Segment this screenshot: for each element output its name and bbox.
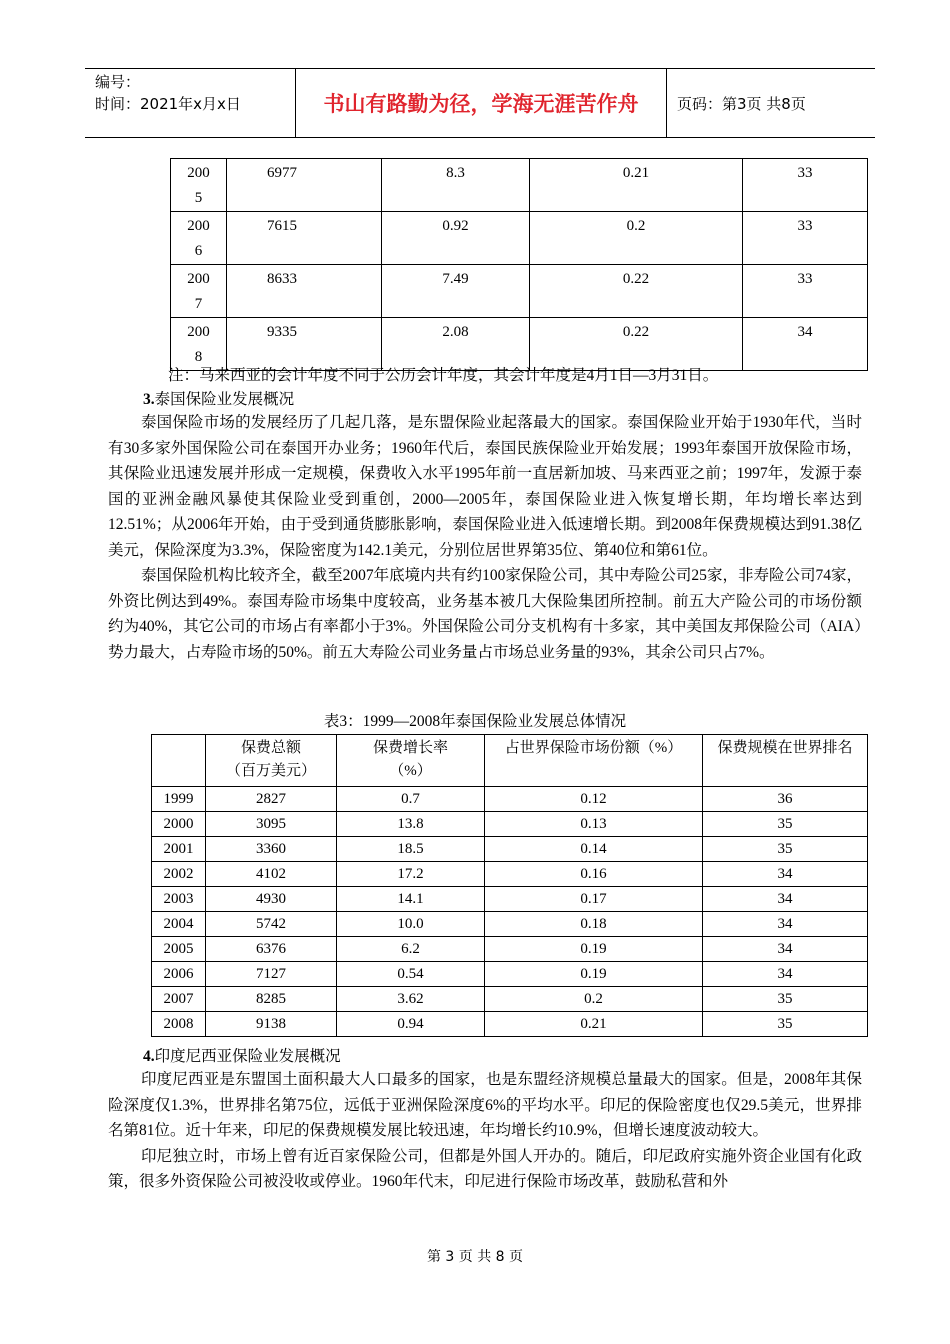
table-cell: 6376 bbox=[206, 937, 337, 962]
header-page-label: 页码：第3页 共8页 bbox=[677, 94, 806, 113]
table-cell: 2002 bbox=[152, 862, 206, 887]
table-cell: 9335 bbox=[227, 318, 382, 371]
table-header-cell: 保费增长率 （%） bbox=[337, 735, 485, 787]
page-header bbox=[85, 68, 875, 138]
table-malaysia-continued bbox=[170, 158, 868, 371]
table-cell: 6.2 bbox=[337, 937, 485, 962]
table-cell-year: 200 6 bbox=[171, 212, 227, 265]
table-cell: 2008 bbox=[152, 1012, 206, 1037]
table-cell: 6977 bbox=[227, 159, 382, 212]
table-cell: 35 bbox=[703, 812, 868, 837]
table-cell: 18.5 bbox=[337, 837, 485, 862]
table-cell: 14.1 bbox=[337, 887, 485, 912]
table-cell: 8285 bbox=[206, 987, 337, 1012]
table-cell: 34 bbox=[703, 887, 868, 912]
table-note: 注：马来西亚的会计年度不同于公历会计年度，其会计年度是4月1日—3月31日。 bbox=[168, 367, 719, 384]
table-thailand-insurance bbox=[151, 734, 868, 1037]
number-label: 编号： bbox=[95, 73, 141, 91]
table-row bbox=[171, 159, 868, 212]
table-cell-year: 200 5 bbox=[171, 159, 227, 212]
table-cell: 2827 bbox=[206, 787, 337, 812]
table-row bbox=[152, 912, 868, 937]
table-row bbox=[152, 937, 868, 962]
table-cell: 0.2 bbox=[530, 212, 743, 265]
table-cell: 7.49 bbox=[382, 265, 530, 318]
table-cell: 35 bbox=[703, 987, 868, 1012]
table-cell: 3095 bbox=[206, 812, 337, 837]
table-cell: 3.62 bbox=[337, 987, 485, 1012]
table-row bbox=[152, 862, 868, 887]
table-cell: 2003 bbox=[152, 887, 206, 912]
table-header-cell: 保费总额 （百万美元） bbox=[206, 735, 337, 787]
table-cell: 34 bbox=[743, 318, 868, 371]
table-cell-year: 200 7 bbox=[171, 265, 227, 318]
table-cell: 4102 bbox=[206, 862, 337, 887]
table-cell: 2004 bbox=[152, 912, 206, 937]
paragraph: 印度尼西亚是东盟国土面积最大人口最多的国家，也是东盟经济规模总量最大的国家。但是，2008年其保险深度仅1.3%，世界排名第75位，远低于亚洲保险深度6%的平均水平。印尼的保险密度也仅29.5美元，世界排名第81位。近十年来，印尼的保费规模发展比较迅速，年均增长约10.9%，但增长速度波动较大。 bbox=[108, 1071, 862, 1139]
table-cell: 2007 bbox=[152, 987, 206, 1012]
time-label: 时间：2021年x月x日 bbox=[95, 95, 241, 113]
table-row bbox=[171, 212, 868, 265]
table-cell: 0.13 bbox=[485, 812, 703, 837]
table-cell: 2000 bbox=[152, 812, 206, 837]
table-cell: 34 bbox=[703, 862, 868, 887]
table-caption: 表3：1999—2008年泰国保险业发展总体情况 bbox=[323, 713, 627, 730]
section-heading-thailand: 3.泰国保险业发展概况 bbox=[143, 391, 295, 408]
section-heading-indonesia: 4.印度尼西亚保险业发展概况 bbox=[143, 1048, 341, 1065]
table-cell: 0.19 bbox=[485, 962, 703, 987]
table-cell: 34 bbox=[703, 962, 868, 987]
table-cell: 13.8 bbox=[337, 812, 485, 837]
paragraph: 泰国保险市场的发展经历了几起几落，是东盟保险业起落最大的国家。泰国保险业开始于1930年代，当时有30多家外国保险公司在泰国开办业务；1960年代后，泰国民族保险业开始发展；1993年泰国开放保险市场，其保险业迅速发展并形成一定规模，保费收入水平1995年前一直居新加坡、马来西亚之前；1997年，发源于泰国的亚洲金融风暴使其保险业受到重创，2000—2005年，泰国保险业进入恢复增长期，年均增长率达到12.51%；从2006年开始，由于受到通货膨胀影响，泰国保险业进入低速增长期。到2008年保费规模达到91.38亿美元，保险深度为3.3%，保险密度为142.1美元，分别位居世界第35位、第40位和第61位。 bbox=[108, 414, 862, 559]
table-cell: 33 bbox=[743, 265, 868, 318]
paragraph: 印尼独立时，市场上曾有近百家保险公司，但都是外国人开办的。随后，印尼政府实施外资企业国有化政策，很多外资保险公司被没收或停业。1960年代末，印尼进行保险市场改革，鼓励私营和外 bbox=[108, 1147, 862, 1190]
table-cell: 35 bbox=[703, 1012, 868, 1037]
table-cell: 1999 bbox=[152, 787, 206, 812]
table-cell: 0.14 bbox=[485, 837, 703, 862]
table-cell: 0.92 bbox=[382, 212, 530, 265]
table-row bbox=[171, 265, 868, 318]
table-cell: 0.16 bbox=[485, 862, 703, 887]
header-motto: 书山有路勤为径，学海无涯苦作舟 bbox=[295, 69, 667, 137]
table-cell: 34 bbox=[703, 912, 868, 937]
table-header-cell: 占世界保险市场份额（%） bbox=[485, 735, 703, 787]
table-cell: 34 bbox=[703, 937, 868, 962]
table-cell: 33 bbox=[743, 159, 868, 212]
table-cell: 2001 bbox=[152, 837, 206, 862]
table-cell: 0.94 bbox=[337, 1012, 485, 1037]
table-cell: 4930 bbox=[206, 887, 337, 912]
table-cell: 8.3 bbox=[382, 159, 530, 212]
table-row bbox=[152, 787, 868, 812]
section-body-thailand bbox=[108, 410, 862, 665]
table-cell: 10.0 bbox=[337, 912, 485, 937]
table-row bbox=[152, 962, 868, 987]
table-cell: 33 bbox=[743, 212, 868, 265]
table-cell: 36 bbox=[703, 787, 868, 812]
table-cell: 0.7 bbox=[337, 787, 485, 812]
table-cell: 0.12 bbox=[485, 787, 703, 812]
table-cell: 9138 bbox=[206, 1012, 337, 1037]
table-cell: 2.08 bbox=[382, 318, 530, 371]
table-cell: 0.21 bbox=[485, 1012, 703, 1037]
table-cell: 0.2 bbox=[485, 987, 703, 1012]
table-header-cell: 保费规模在世界排名 bbox=[703, 735, 868, 787]
table-cell: 7127 bbox=[206, 962, 337, 987]
table-cell: 35 bbox=[703, 837, 868, 862]
paragraph: 泰国保险机构比较齐全，截至2007年底境内共有约100家保险公司，其中寿险公司25家，非寿险公司74家，外资比例达到49%。泰国寿险市场集中度较高，业务基本被几大保险集团所控制。前五大产险公司的市场份额约为40%，其它公司的市场占有率都小于3%。外国保险公司分支机构有十多家，其中美国友邦保险公司（AIA）势力最大，占寿险市场的50%。前五大寿险公司业务量占市场总业务量的93%，其余公司只占7%。 bbox=[108, 567, 862, 661]
table-row bbox=[152, 1012, 868, 1037]
section-body-indonesia bbox=[108, 1067, 862, 1195]
table-cell: 0.22 bbox=[530, 265, 743, 318]
table-cell: 0.17 bbox=[485, 887, 703, 912]
page-footer: 第 3 页 共 8 页 bbox=[426, 1249, 524, 1265]
table-cell: 0.19 bbox=[485, 937, 703, 962]
table-header-row bbox=[152, 735, 868, 787]
table-row bbox=[152, 812, 868, 837]
table-row bbox=[152, 837, 868, 862]
table-cell: 0.21 bbox=[530, 159, 743, 212]
table-cell: 7615 bbox=[227, 212, 382, 265]
table-cell: 0.22 bbox=[530, 318, 743, 371]
header-left bbox=[85, 69, 295, 137]
table-cell: 2006 bbox=[152, 962, 206, 987]
table-cell: 0.18 bbox=[485, 912, 703, 937]
table-row bbox=[152, 887, 868, 912]
table-cell: 3360 bbox=[206, 837, 337, 862]
table-cell: 17.2 bbox=[337, 862, 485, 887]
table-cell: 2005 bbox=[152, 937, 206, 962]
table-cell: 0.54 bbox=[337, 962, 485, 987]
table-header-cell bbox=[152, 735, 206, 787]
table-cell-year: 200 8 bbox=[171, 318, 227, 371]
table-cell: 5742 bbox=[206, 912, 337, 937]
table-cell: 8633 bbox=[227, 265, 382, 318]
table-row bbox=[152, 987, 868, 1012]
